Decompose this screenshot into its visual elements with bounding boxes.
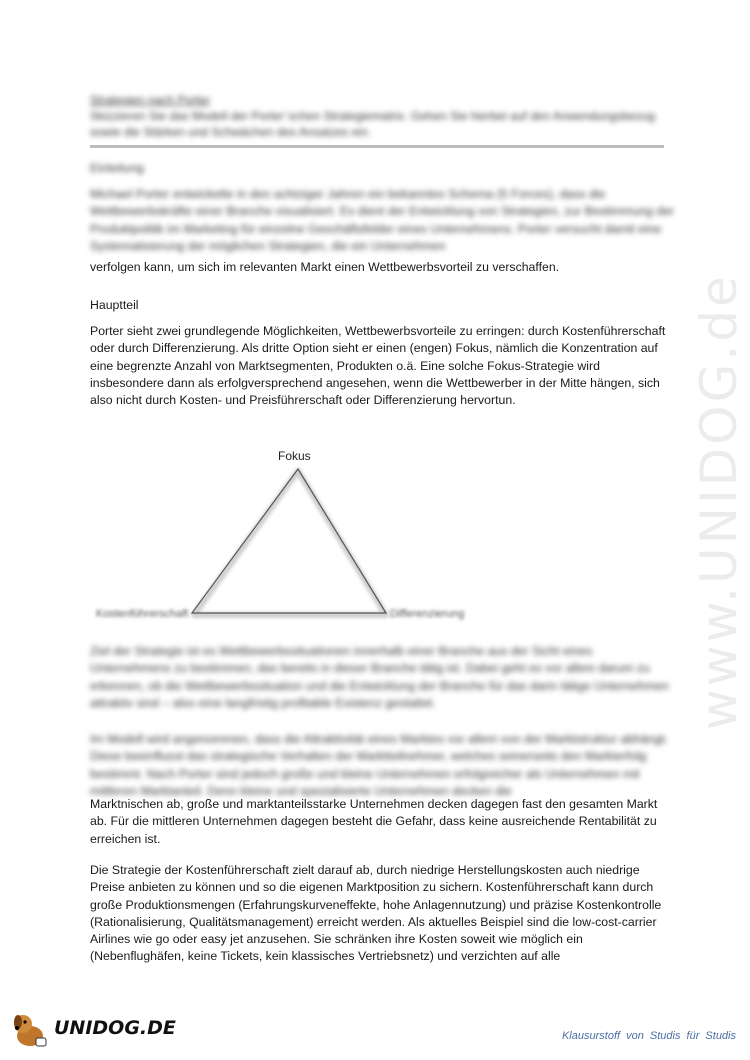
hauptteil-heading: Hauptteil bbox=[90, 298, 139, 312]
triangle-svg bbox=[90, 445, 510, 625]
triangle-outline bbox=[192, 469, 386, 613]
hauptteil-paragraph: Porter sieht zwei grundlegende Möglichkeiten, Wettbewerbsvorteile zu erringen: durch Kostenführerschaft oder durch Differenzierung. Als dritte Option sieht er einen (engen) Fokus, nämlich die Konzentration auf eine begrenzte Anzahl von Marktsegmenten, Produkten o.ä. Eine solche Fokus-Strategie wird insbesondere dann als erfolgversprechend angesehen, wenn die Wettbewerber in der Mitte hängen, sich also nicht durch Kosten- und Preisführerschaft oder Differenzierung hervortun. bbox=[90, 324, 666, 408]
watermark: www.UNIDOG.de bbox=[690, 273, 748, 730]
task-title: Strategien nach Porter bbox=[90, 93, 211, 107]
task-subtitle: Skizzieren Sie das Modell der Porter´schen Strategiematrix. Gehen Sie hierbei auf den Anwendungsbezug sowie die Stärken und Schwächen des Ansatzes ein. bbox=[90, 109, 655, 139]
label-differenzierung: Differenzierung bbox=[390, 608, 465, 620]
unidog-logo[interactable] bbox=[10, 1010, 176, 1050]
intro-blurred-text: Michael Porter entwickelte in den achtziger Jahren ein bekanntes Schema (5 Forces), dass die Wettbewerbskräfte einer Branche visualisiert. Es dient der Entwicklung von Strategien, zur Bestimmung der Produktpolitik im Marketing für einzelne Geschäftsfelder eines Unternehmens. Porter versucht damit eine Systematisierung der möglichen Strategien, die ein Unternehmen bbox=[90, 187, 675, 253]
task-header bbox=[90, 92, 665, 140]
footer-slogan: Klausurstoff von Studis für Studis bbox=[561, 1030, 736, 1042]
header-divider bbox=[90, 145, 664, 148]
porter-triangle-diagram bbox=[90, 445, 510, 625]
modell-blurred-text: Im Modell wird angenommen, dass die Attraktivität eines Marktes vor allem von der Marktstruktur abhängt. Diese beeinflusst das strategische Verhalten der Marktteilnehmer, welches seinerseits den Markterfolg bestimmt. Nach Porter sind jedoch große und kleine Unternehmen erfolgreicher als Unternehmen mit mittleren Marktanteil. Denn kleine und spezialisierte Unternehmen decken die bbox=[90, 732, 669, 798]
label-kostenfuehrerschaft: Kostenführerschaft bbox=[96, 608, 189, 620]
intro-clear-text: verfolgen kann, um sich im relevanten Markt einen Wettbewerbsvorteil zu verschaffen. bbox=[90, 260, 560, 274]
kostenfuehrerschaft-paragraph: Die Strategie der Kostenführerschaft zielt darauf ab, durch niedrige Herstellungskosten auch niedrige Preise anbieten zu können und so die eigenen Marktposition zu sichern. Kostenführerschaft kann durch große Produktionsmengen (Erfahrungskurveneffekte, hohe Anlagennutzung) und präzise Kostenkontrolle (Rationalisierung, Qualitätsmanagement) erreicht werden. Als aktuelles Beispiel sind die low-cost-carrier Airlines wie go oder easy jet anzusehen. Sie schränken ihre Kosten soweit wie möglich ein (Nebenflughäfen, keine Tickets, kein klassisches Vertriebsnetz) und verzichten auf alle bbox=[90, 863, 662, 964]
ziel-blurred-text: Ziel der Strategie ist es Wettbewerbssituationen innerhalb einer Branche aus der Sicht eines Unternehmens zu bestimmen, das bereits in dieser Branche tätig ist. Dabei geht es vor allem darum zu erkennen, ob die Wettbewerbssituation und die Entwicklung der Branche für das darin tätige Unternehmen attraktiv sind – also eine langfristig profitable Existenz gestattet. bbox=[90, 644, 669, 710]
logo-text: UNIDOG.DE bbox=[54, 1017, 176, 1039]
intro-heading: Einleitung bbox=[90, 161, 145, 175]
label-fokus: Fokus bbox=[278, 449, 311, 463]
dog-icon bbox=[10, 1010, 52, 1050]
modell-clear-text: Marktnischen ab, große und marktanteilsstarke Unternehmen decken dagegen fast den gesamten Markt ab. Für die mittleren Unternehmen dagegen besteht die Gefahr, dass keine ausreichende Rentabilität zu erreichen ist. bbox=[90, 797, 658, 846]
triangle-shadow bbox=[194, 471, 386, 615]
